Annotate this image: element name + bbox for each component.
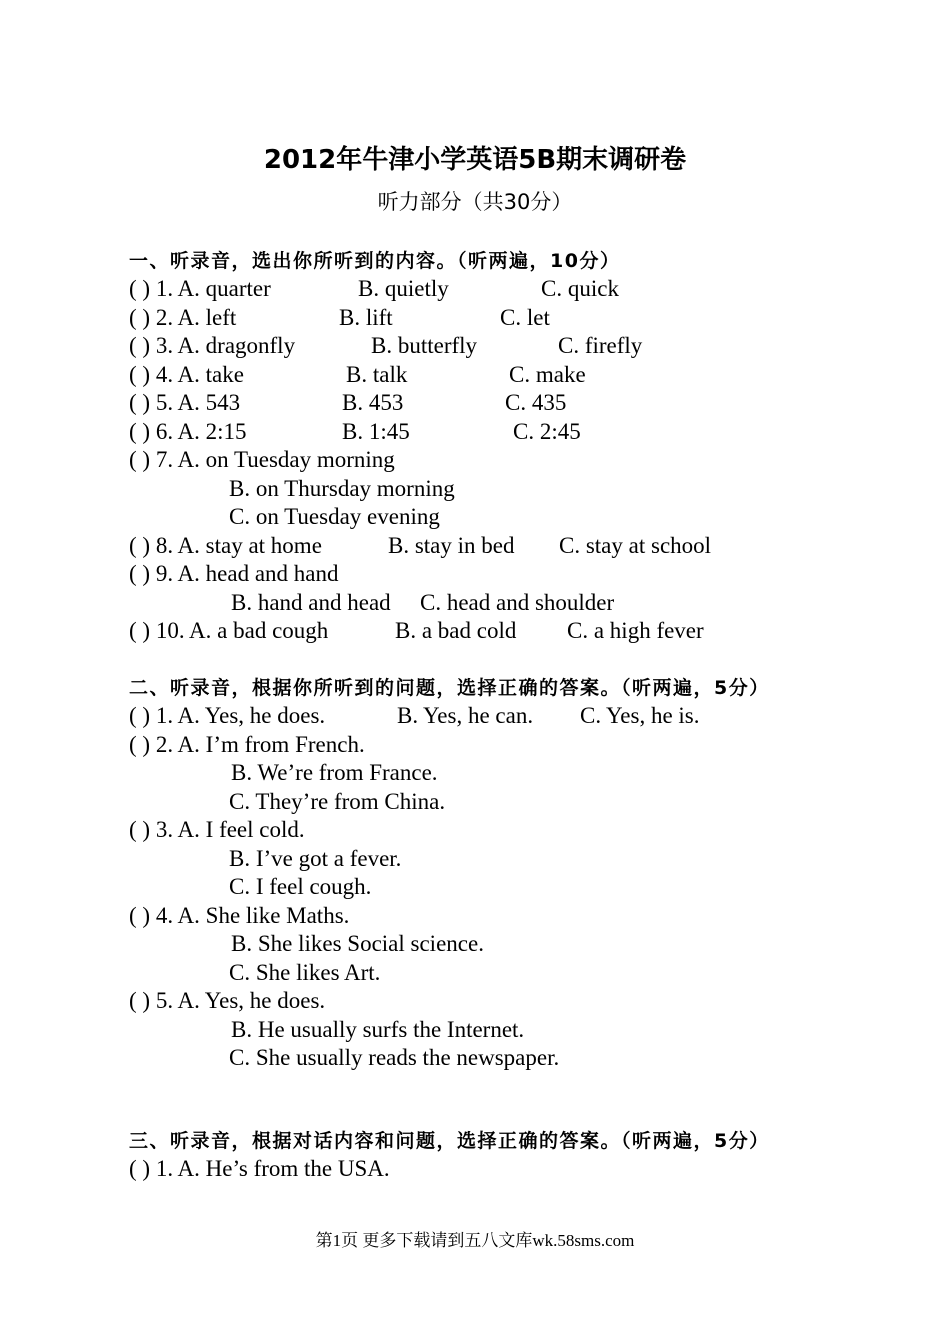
question-row [129, 1016, 829, 1045]
question-row [129, 560, 829, 589]
question-row [129, 959, 829, 988]
question-option-a: ( ) 6. A. 2:15 [129, 418, 247, 444]
page-title: 2012年牛津小学英语5B期末调研卷 [263, 145, 687, 175]
question-row [129, 332, 829, 361]
question-row [129, 361, 829, 390]
question-row [129, 731, 829, 760]
page-footer: 第1页 更多下载请到五八文库wk.58sms.com [315, 1231, 635, 1250]
page-subtitle: 听力部分（共30分） [377, 190, 573, 214]
option-b: B. We’re from France. [231, 760, 438, 785]
option-c: C. She likes Art. [229, 959, 381, 985]
option-b: B. 453 [342, 390, 404, 415]
question-row [129, 845, 829, 874]
option-c: C. They’re from China. [229, 788, 446, 814]
option-b: B. stay in bed [388, 532, 515, 558]
question-option-a: ( ) 8. A. stay at home [129, 532, 322, 558]
question-row [129, 389, 829, 418]
section-3 [129, 1127, 829, 1184]
question-option-a: ( ) 4. A. She like Maths. [129, 902, 350, 928]
option-b: B. He usually surfs the Internet. [231, 1016, 525, 1042]
question-row [129, 503, 829, 532]
option-b: B. quietly [358, 276, 449, 301]
option-b: B. a bad cold [395, 618, 517, 643]
section-heading: 三、听录音，根据对话内容和问题，选择正确的答案。（听两遍，5分） [129, 1130, 770, 1152]
question-option-a: ( ) 1. A. Yes, he does. [129, 703, 326, 728]
question-option-a: ( ) 3. A. dragonfly [129, 333, 296, 358]
section-heading: 二、听录音，根据你所听到的问题，选择正确的答案。（听两遍，5分） [129, 677, 770, 699]
option-b: B. talk [346, 361, 408, 387]
section-1 [129, 247, 829, 646]
question-row [129, 617, 829, 646]
option-c: C. on Tuesday evening [229, 504, 440, 529]
option-c: C. 2:45 [513, 418, 581, 444]
option-c: C. stay at school [559, 532, 712, 558]
question-row [129, 902, 829, 931]
question-option-a: ( ) 3. A. I feel cold. [129, 817, 305, 842]
option-b: B. 1:45 [342, 418, 410, 444]
section-2 [129, 674, 829, 1073]
question-row [129, 446, 829, 475]
question-row [129, 759, 829, 788]
question-option-a: ( ) 4. A. take [129, 361, 244, 387]
question-row [129, 275, 829, 304]
option-b: B. butterfly [371, 333, 478, 358]
question-row [129, 475, 829, 504]
question-option-a: ( ) 5. A. Yes, he does. [129, 988, 326, 1013]
question-option-a: ( ) 5. A. 543 [129, 390, 241, 415]
question-row [129, 816, 829, 845]
question-option-a: ( ) 1. A. He’s from the USA. [129, 1156, 390, 1181]
option-b: B. Yes, he can. [397, 703, 534, 728]
option-b: B. on Thursday morning [229, 475, 455, 501]
question-row [129, 1044, 829, 1073]
question-option-a: ( ) 9. A. head and hand [129, 561, 339, 586]
question-row [129, 788, 829, 817]
question-row [129, 702, 829, 731]
option-b: B. hand and head [231, 589, 391, 615]
section-heading: 一、听录音，选出你所听到的内容。（听两遍，10分） [129, 250, 621, 272]
option-c: C. Yes, he is. [580, 703, 700, 728]
question-row [129, 418, 829, 447]
option-c: C. She usually reads the newspaper. [229, 1045, 560, 1070]
option-b: B. She likes Social science. [231, 931, 484, 956]
option-b: B. lift [339, 304, 393, 330]
option-c: C. let [500, 304, 550, 330]
option-c: C. head and shoulder [420, 589, 615, 615]
option-b: B. I’ve got a fever. [229, 845, 402, 871]
option-c: C. 435 [505, 390, 567, 415]
question-option-a: ( ) 1. A. quarter [129, 276, 271, 301]
option-c: C. firefly [558, 333, 643, 358]
question-option-a: ( ) 2. A. I’m from French. [129, 731, 365, 757]
question-row [129, 532, 829, 561]
option-c: C. quick [541, 276, 619, 301]
question-row [129, 930, 829, 959]
option-c: C. make [509, 361, 586, 387]
option-c: C. I feel cough. [229, 874, 372, 899]
option-c: C. a high fever [567, 618, 704, 643]
question-row [129, 1155, 829, 1184]
question-row [129, 589, 829, 618]
question-row [129, 304, 829, 333]
question-option-a: ( ) 7. A. on Tuesday morning [129, 447, 395, 472]
question-row [129, 873, 829, 902]
question-option-a: ( ) 2. A. left [129, 304, 237, 330]
question-row [129, 987, 829, 1016]
question-option-a: ( ) 10. A. a bad cough [129, 618, 329, 643]
